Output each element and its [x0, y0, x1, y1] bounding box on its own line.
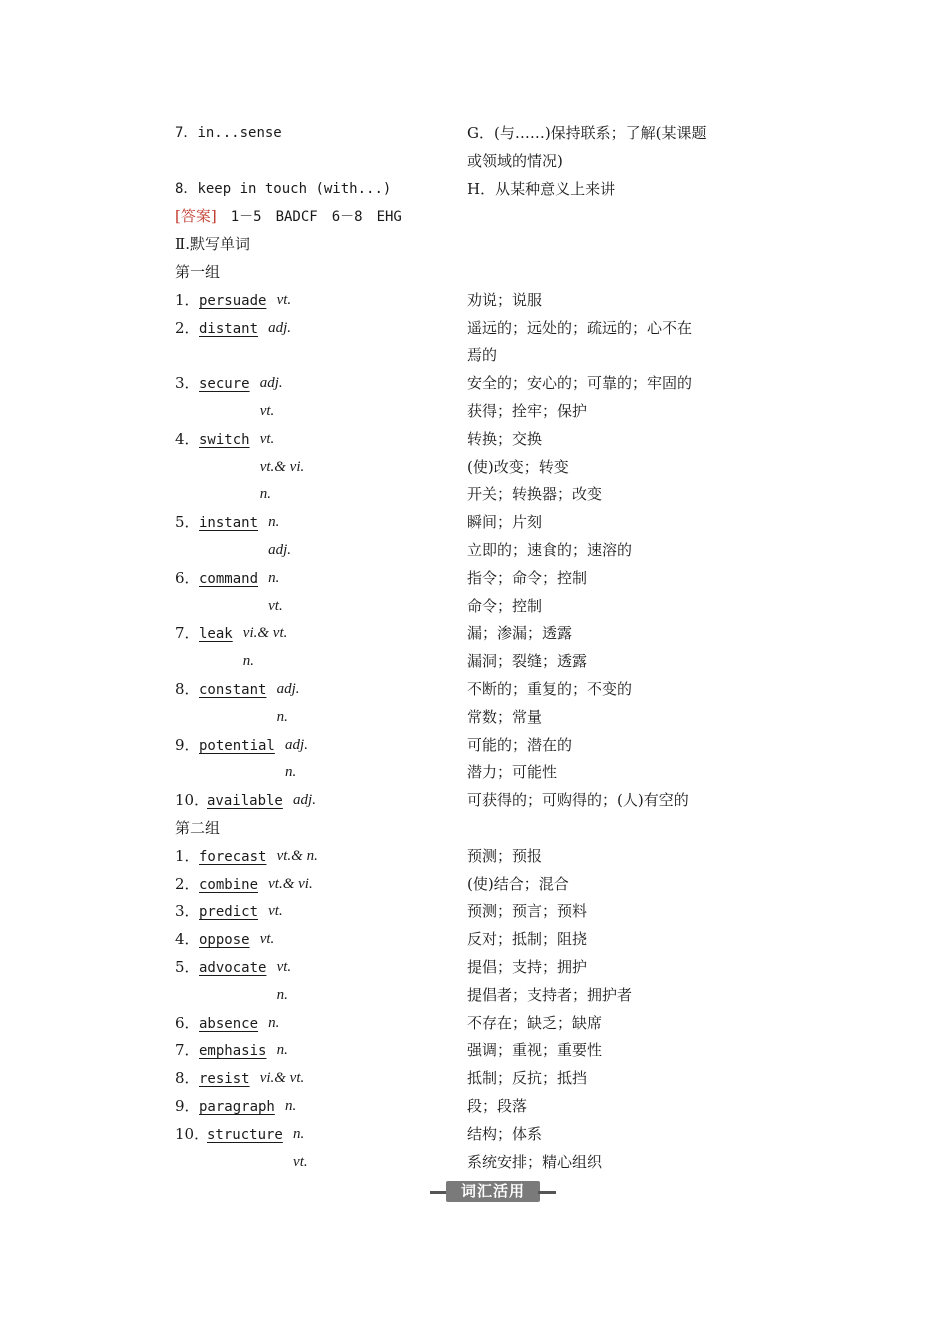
- vocab-meaning: 预测；预言；预料: [467, 902, 588, 921]
- vocab-item: [175, 679, 266, 700]
- vocab-item: [175, 846, 266, 867]
- item-number: 4．: [175, 429, 200, 448]
- vocab-meaning: 可获得的；可购得的；(人)有空的: [467, 791, 689, 810]
- item-number: 7．: [175, 624, 200, 643]
- group-title: 第二组: [175, 819, 221, 837]
- part-of-speech: vt.& vi.: [268, 875, 313, 892]
- item-number: 2．: [175, 874, 200, 893]
- part-of-speech: adj.: [259, 375, 283, 392]
- item-number: 8．: [175, 180, 198, 197]
- section-banner: [430, 1181, 556, 1203]
- vocab-meaning: 不存在；缺乏；缺席: [467, 1013, 603, 1032]
- item-number: 6．: [175, 1013, 200, 1032]
- vocab-item: [175, 929, 250, 950]
- part-of-speech: vt.: [293, 1153, 308, 1170]
- vocab-word: potential: [199, 737, 275, 754]
- vocab-word: leak: [199, 626, 233, 643]
- vocab-item: [175, 790, 283, 811]
- part-of-speech: vt.: [259, 403, 275, 419]
- vocab-meaning: 抵制；反抗；抵挡: [467, 1069, 588, 1088]
- vocab-item: [175, 1013, 258, 1034]
- vocab-meaning: 获得；拴牢；保护: [467, 402, 588, 420]
- part-of-speech: vt.: [276, 959, 292, 975]
- vocab-word: structure: [207, 1126, 283, 1143]
- vocab-item: [175, 373, 250, 394]
- part-of-speech: vt.: [259, 931, 275, 948]
- item-number: 8．: [175, 1069, 200, 1088]
- part-of-speech: n.: [268, 514, 280, 531]
- item-number: 10．: [175, 791, 210, 810]
- part-of-speech: adj.: [276, 681, 300, 697]
- vocab-meaning: 开关；转换器；改变: [467, 485, 603, 504]
- vocab-word: combine: [199, 876, 259, 893]
- vocab-meaning: 指令；命令；控制: [467, 568, 588, 587]
- item-number: 1．: [175, 846, 200, 865]
- vocab-word: instant: [199, 515, 259, 532]
- vocab-meaning: 转换；交换: [467, 429, 543, 448]
- vocab-meaning: 遥远的；远处的；疏远的；心不在: [467, 318, 693, 337]
- vocab-meaning: 漏洞；裂缝；透露: [467, 652, 588, 671]
- item-number: 3．: [175, 902, 200, 921]
- vocab-item: [175, 1096, 275, 1117]
- item-number: 2．: [175, 318, 200, 337]
- answer-line: [175, 206, 402, 227]
- vocab-word: emphasis: [199, 1043, 267, 1060]
- vocab-item: [175, 1040, 266, 1061]
- part-of-speech: vi.& vt.: [242, 625, 288, 642]
- part-of-speech: adj.: [293, 792, 316, 809]
- vocab-item: [175, 429, 250, 450]
- vocab-item: [175, 901, 258, 922]
- part-of-speech: n.: [268, 569, 280, 586]
- vocab-item: [175, 735, 275, 756]
- vocab-meaning: 段；段落: [467, 1097, 528, 1115]
- vocab-meaning: (使)结合；混合: [467, 874, 569, 893]
- item-number: 1．: [175, 290, 200, 309]
- item-number: 5．: [175, 958, 200, 976]
- vocab-meaning: 安全的；安心的；可靠的；牢固的: [467, 374, 693, 393]
- vocab-item: [175, 957, 266, 978]
- vocab-meaning: 漏；渗漏；透露: [467, 624, 573, 643]
- item-number: 4．: [175, 930, 200, 949]
- vocab-word: distant: [199, 320, 259, 337]
- part-of-speech: adj.: [268, 542, 292, 558]
- vocab-item: [175, 874, 258, 895]
- vocab-item: [175, 512, 258, 533]
- vocab-word: persuade: [199, 292, 267, 309]
- vocab-meaning: 常数；常量: [467, 707, 543, 726]
- banner-rule-right: [538, 1191, 556, 1194]
- part-of-speech: n.: [276, 1042, 288, 1059]
- part-of-speech: n.: [285, 764, 297, 781]
- part-of-speech: n.: [285, 1098, 297, 1114]
- vocab-word: secure: [199, 376, 250, 393]
- vocab-word: resist: [199, 1071, 250, 1088]
- answer-text: 1－5 BADCF 6－8 EHG: [230, 209, 402, 226]
- phrase-meaning: H．从某种意义上来讲: [467, 179, 616, 198]
- phrase-text: in...sense: [197, 125, 282, 141]
- part-of-speech: n.: [268, 1014, 280, 1031]
- vocab-meaning: 结构；体系: [467, 1124, 543, 1143]
- part-of-speech: vt.: [259, 430, 275, 447]
- vocab-item: [175, 1068, 250, 1089]
- phrase-meaning: G．(与……)保持联系；了解(某课题: [467, 124, 707, 142]
- part-of-speech: n.: [293, 1125, 305, 1142]
- item-number: 3．: [175, 374, 200, 393]
- vocab-word: forecast: [199, 848, 267, 865]
- vocab-meaning: 反对；抵制；阻挠: [467, 930, 588, 949]
- part-of-speech: vt.: [276, 291, 292, 308]
- group-title: 第一组: [175, 263, 221, 281]
- vocab-meaning: (使)改变；转变: [467, 457, 569, 476]
- vocab-word: available: [207, 793, 283, 810]
- item-number: 7．: [175, 1041, 200, 1060]
- part-of-speech: vt.: [268, 903, 283, 920]
- part-of-speech: n.: [276, 708, 288, 725]
- answer-label: [答案]: [175, 207, 217, 226]
- banner-label: 词汇活用: [446, 1181, 540, 1202]
- item-number: 7．: [175, 125, 198, 141]
- vocab-meaning: 命令；控制: [467, 596, 543, 615]
- phrase-meaning: 或领域的情况): [467, 151, 563, 170]
- vocab-meaning: 潜力；可能性: [467, 763, 558, 782]
- phrase-text: keep in touch (with...): [197, 180, 392, 197]
- vocab-meaning: 提倡者；支持者；拥护者: [467, 985, 633, 1004]
- part-of-speech: vt.& vi.: [259, 458, 305, 475]
- vocab-item: [175, 623, 233, 644]
- vocab-meaning: 不断的；重复的；不变的: [467, 680, 633, 698]
- part-of-speech: vi.& vt.: [259, 1070, 305, 1087]
- vocab-word: oppose: [199, 932, 250, 949]
- vocab-item: [175, 568, 258, 589]
- vocab-meaning: 劝说；说服: [467, 290, 543, 309]
- phrase-item: [175, 123, 282, 143]
- part-of-speech: n.: [276, 986, 288, 1003]
- vocab-word: constant: [199, 682, 267, 698]
- part-of-speech: n.: [242, 653, 255, 670]
- part-of-speech: adj.: [268, 319, 292, 336]
- item-number: 8．: [175, 680, 200, 698]
- phrase-item: [175, 179, 391, 199]
- vocab-meaning: 预测；预报: [467, 846, 543, 865]
- vocab-item: [175, 290, 266, 311]
- vocab-meaning: 系统安排；精心组织: [467, 1152, 603, 1171]
- vocab-meaning: 提倡；支持；拥护: [467, 958, 588, 976]
- vocab-item: [175, 318, 258, 339]
- section-title: Ⅱ.默写单词: [175, 235, 250, 254]
- vocab-word: predict: [199, 904, 259, 921]
- vocab-meaning: 瞬间；片刻: [467, 513, 543, 532]
- vocab-meaning: 立即的；速食的；速溶的: [467, 541, 633, 559]
- vocab-word: advocate: [199, 960, 267, 976]
- part-of-speech: adj.: [285, 736, 308, 753]
- vocab-word: paragraph: [199, 1099, 275, 1115]
- vocab-word: command: [199, 570, 259, 587]
- vocab-word: switch: [199, 431, 250, 448]
- item-number: 9．: [175, 1097, 200, 1115]
- vocab-meaning: 焉的: [467, 346, 498, 365]
- vocab-word: absence: [199, 1015, 259, 1032]
- item-number: 10．: [175, 1124, 210, 1143]
- part-of-speech: vt.& n.: [276, 847, 318, 864]
- vocab-meaning: 强调；重视；重要性: [467, 1041, 603, 1060]
- vocab-meaning: 可能的；潜在的: [467, 735, 573, 754]
- part-of-speech: vt.: [268, 597, 283, 614]
- vocab-item: [175, 1124, 283, 1145]
- item-number: 9．: [175, 735, 200, 754]
- item-number: 6．: [175, 568, 200, 587]
- part-of-speech: n.: [259, 486, 271, 503]
- item-number: 5．: [175, 513, 200, 532]
